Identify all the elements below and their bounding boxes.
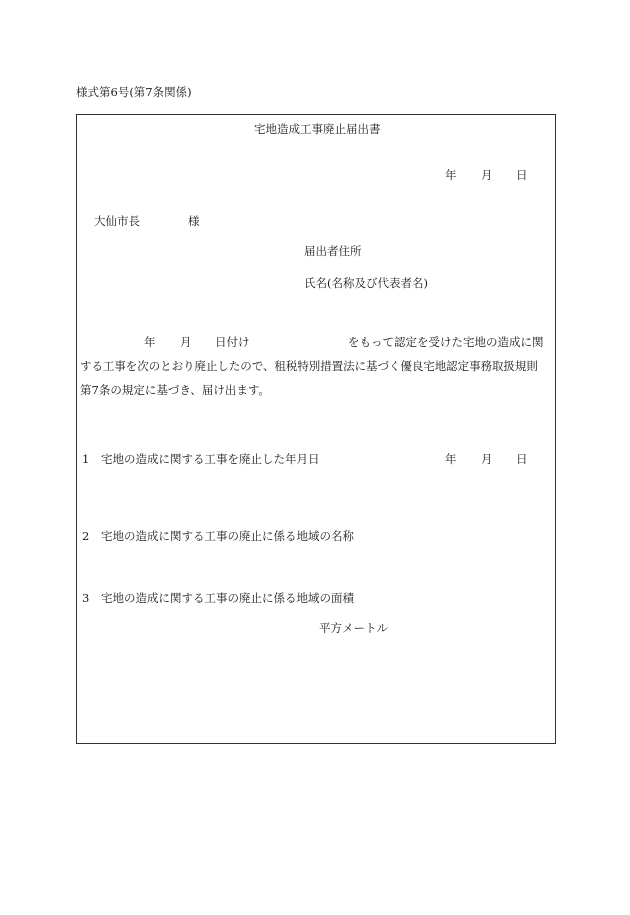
applicant-address-label: 届出者住所 — [304, 244, 362, 258]
item-area-unit: 平方メートル — [319, 621, 388, 635]
item-label: 宅地の造成に関する工事の廃止に係る地域の面積 — [101, 591, 354, 605]
item-number: 3 — [82, 591, 90, 605]
item-date-year: 年 — [445, 452, 457, 466]
item-number: 1 — [82, 452, 90, 466]
applicant-name-label: 氏名(名称及び代表者名) — [304, 276, 428, 290]
addressee-honorific: 様 — [188, 214, 200, 228]
form-number: 様式第6号(第7条関係) — [76, 85, 192, 99]
body-date-day: 日付け — [215, 335, 250, 349]
item-date-day: 日 — [516, 452, 528, 466]
body-line2: する工事を次のとおり廃止したので、租税特別措置法に基づく優良宅地認定事務取扱規則 — [80, 359, 538, 373]
body-date-month: 月 — [180, 335, 192, 349]
form-frame — [76, 114, 556, 744]
date-year: 年 — [445, 168, 457, 182]
item-date-month: 月 — [481, 452, 493, 466]
item-number: 2 — [82, 529, 90, 543]
date-day: 日 — [516, 168, 528, 182]
date-month: 月 — [481, 168, 493, 182]
body-line3: 第7条の規定に基づき、届け出ます。 — [80, 383, 270, 397]
body-date-year: 年 — [144, 335, 156, 349]
item-label: 宅地の造成に関する工事の廃止に係る地域の名称 — [101, 529, 354, 543]
item-label: 宅地の造成に関する工事を廃止した年月日 — [101, 452, 320, 466]
addressee-name: 大仙市長 — [94, 214, 140, 228]
form-title: 宅地造成工事廃止届出書 — [254, 122, 381, 136]
body-line1-tail: をもって認定を受けた宅地の造成に関 — [348, 335, 544, 349]
